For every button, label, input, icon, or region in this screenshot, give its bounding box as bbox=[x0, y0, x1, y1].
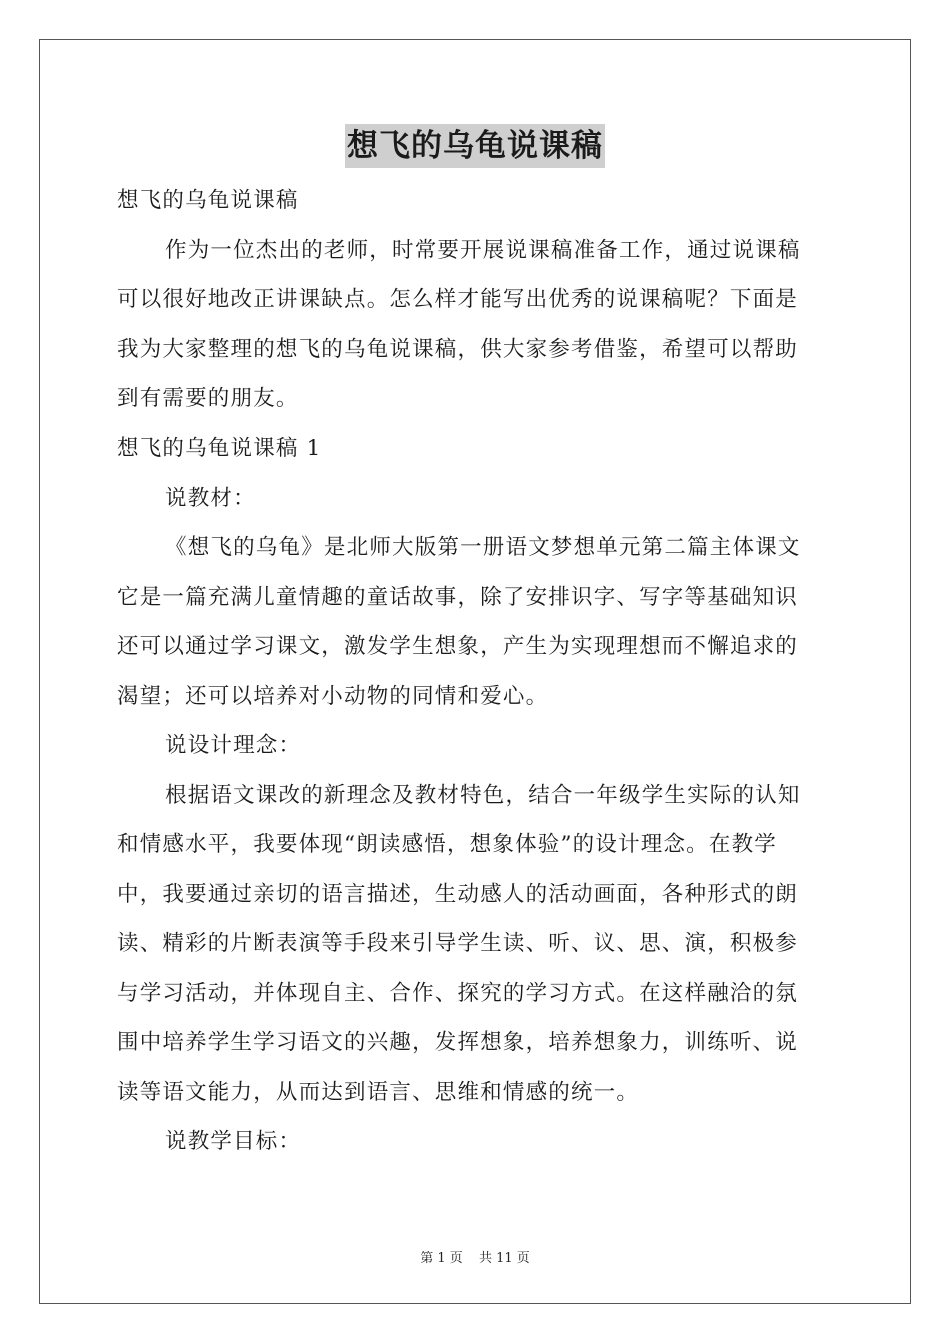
page-number: 第 1 页 bbox=[420, 1251, 463, 1266]
paragraph-line: 可以很好地改正讲课缺点。怎么样才能写出优秀的说课稿呢？下面是 bbox=[117, 287, 799, 312]
paragraph-line: 读、精彩的片断表演等手段来引导学生读、听、议、思、演，积极参 bbox=[117, 931, 799, 956]
paragraph-line: 还可以通过学习课文，激发学生想象，产生为实现理想而不懈追求的 bbox=[117, 634, 799, 659]
paragraph-line: 读等语文能力，从而达到语言、思维和情感的统一。 bbox=[117, 1079, 640, 1105]
subtitle-line: 想飞的乌龟说课稿 bbox=[117, 188, 299, 213]
document-body bbox=[117, 176, 833, 1167]
paragraph-line: 根据语文课改的新理念及教材特色，结合一年级学生实际的认知 bbox=[165, 782, 801, 808]
title-container bbox=[0, 124, 950, 168]
document-title: 想飞的乌龟说课稿 bbox=[345, 124, 605, 168]
page-total: 共 11 页 bbox=[478, 1251, 530, 1266]
paragraph-line: 《想飞的乌龟》是北师大版第一册语文梦想单元第二篇主体课文 bbox=[165, 535, 801, 560]
paragraph-line: 中，我要通过亲切的语言描述，生动感人的活动画面，各种形式的朗 bbox=[117, 881, 799, 907]
paragraph-line: 围中培养学生学习语文的兴趣，发挥想象，培养想象力，训练听、说 bbox=[117, 1030, 799, 1055]
paragraph-line: 作为一位杰出的老师，时常要开展说课稿准备工作，通过说课稿 bbox=[165, 237, 801, 263]
section-label: 说设计理念： bbox=[165, 733, 302, 758]
paragraph-line: 它是一篇充满儿童情趣的童话故事，除了安排识字、写字等基础知识 bbox=[117, 584, 799, 610]
paragraph-line: 我为大家整理的想飞的乌龟说课稿，供大家参考借鉴，希望可以帮助 bbox=[117, 336, 799, 362]
paragraph-line: 到有需要的朋友。 bbox=[117, 386, 299, 411]
paragraph-line: 渴望；还可以培养对小动物的同情和爱心。 bbox=[117, 683, 549, 709]
section-label: 说教材： bbox=[165, 485, 256, 511]
section-label: 说教学目标： bbox=[165, 1129, 302, 1154]
page-footer bbox=[0, 1247, 950, 1266]
paragraph-line: 与学习活动，并体现自主、合作、探究的学习方式。在这样融洽的氛 bbox=[117, 980, 799, 1006]
paragraph-line: 和情感水平，我要体现“朗读感悟，想象体验”的设计理念。在教学 bbox=[117, 832, 777, 857]
section-heading: 想飞的乌龟说课稿 1 bbox=[117, 435, 322, 461]
